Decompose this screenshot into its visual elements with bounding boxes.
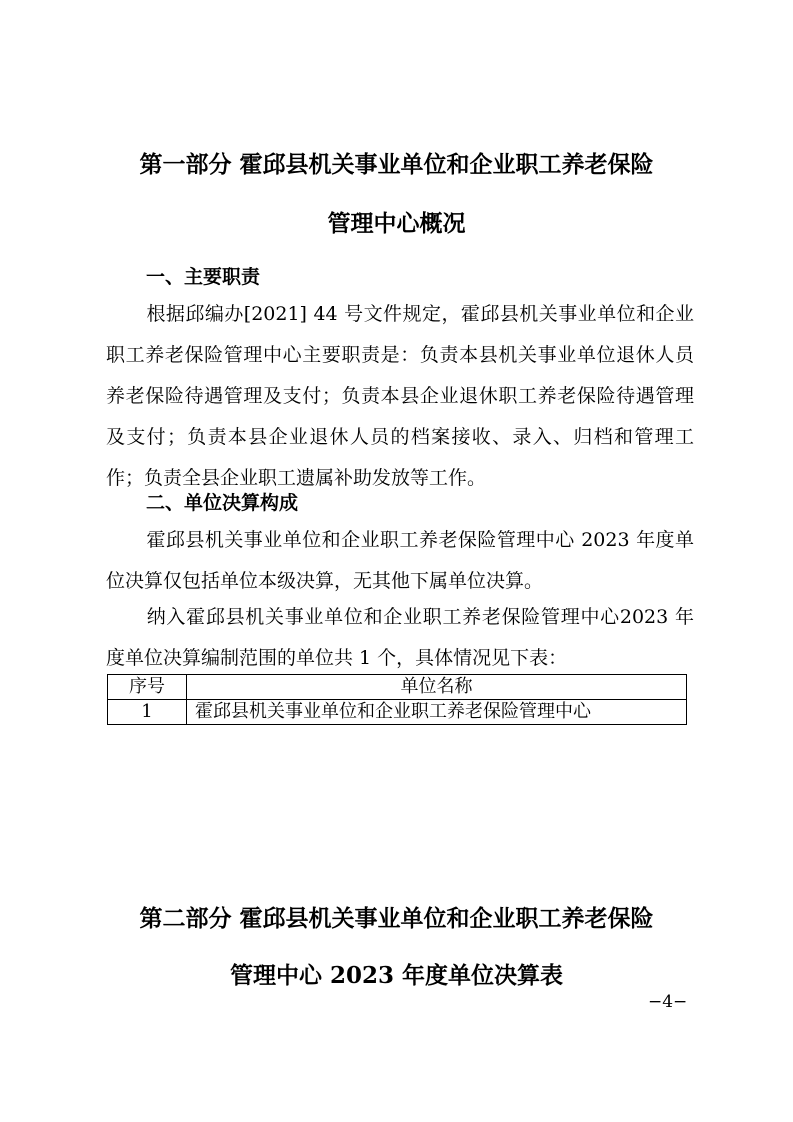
section2-para1 [106, 520, 694, 602]
unit-table [107, 674, 687, 725]
part2-title-line1: 第二部分 霍邱县机关事业单位和企业职工养老保险 [139, 905, 654, 932]
section2-para1-text: 霍邱县机关事业单位和企业职工养老保险管理中心 2023 年度单位决算仅包括单位本级决算，无其他下属单位决算。 [106, 529, 694, 592]
cell-serial: 1 [108, 700, 187, 725]
section1-body [106, 294, 694, 499]
table-row [108, 700, 687, 725]
cell-unit-name: 霍邱县机关事业单位和企业职工养老保险管理中心 [187, 700, 687, 725]
part1-title-line2: 管理中心概况 [327, 210, 466, 237]
part1-title-line1: 第一部分 霍邱县机关事业单位和企业职工养老保险 [139, 151, 654, 178]
section2-para2 [106, 597, 694, 679]
header-serial: 序号 [108, 675, 187, 700]
section1-body-text: 根据邱编办[2021] 44 号文件规定，霍邱县机关事业单位和企业职工养老保险管理中心主要职责是：负责本县机关事业单位退休人员养老保险待遇管理及支付；负责本县企业退休职工养老保险待遇管理及支付；负责本县企业退休人员的档案接收、录入、归档和管理工作；负责全县企业职工遗属补助发放等工作。 [106, 303, 694, 489]
section2-para2-text: 纳入霍邱县机关事业单位和企业职工养老保险管理中心2023 年度单位决算编制范围的单位共 1 个，具体情况见下表： [106, 606, 694, 669]
section1-heading: 一、主要职责 [146, 266, 261, 288]
part2-title-line2: 管理中心 2023 年度单位决算表 [229, 962, 564, 989]
table-header-row [108, 675, 687, 700]
section2-heading: 二、单位决算构成 [146, 492, 299, 514]
page-number: −4− [648, 992, 688, 1012]
header-unit-name: 单位名称 [187, 675, 687, 700]
